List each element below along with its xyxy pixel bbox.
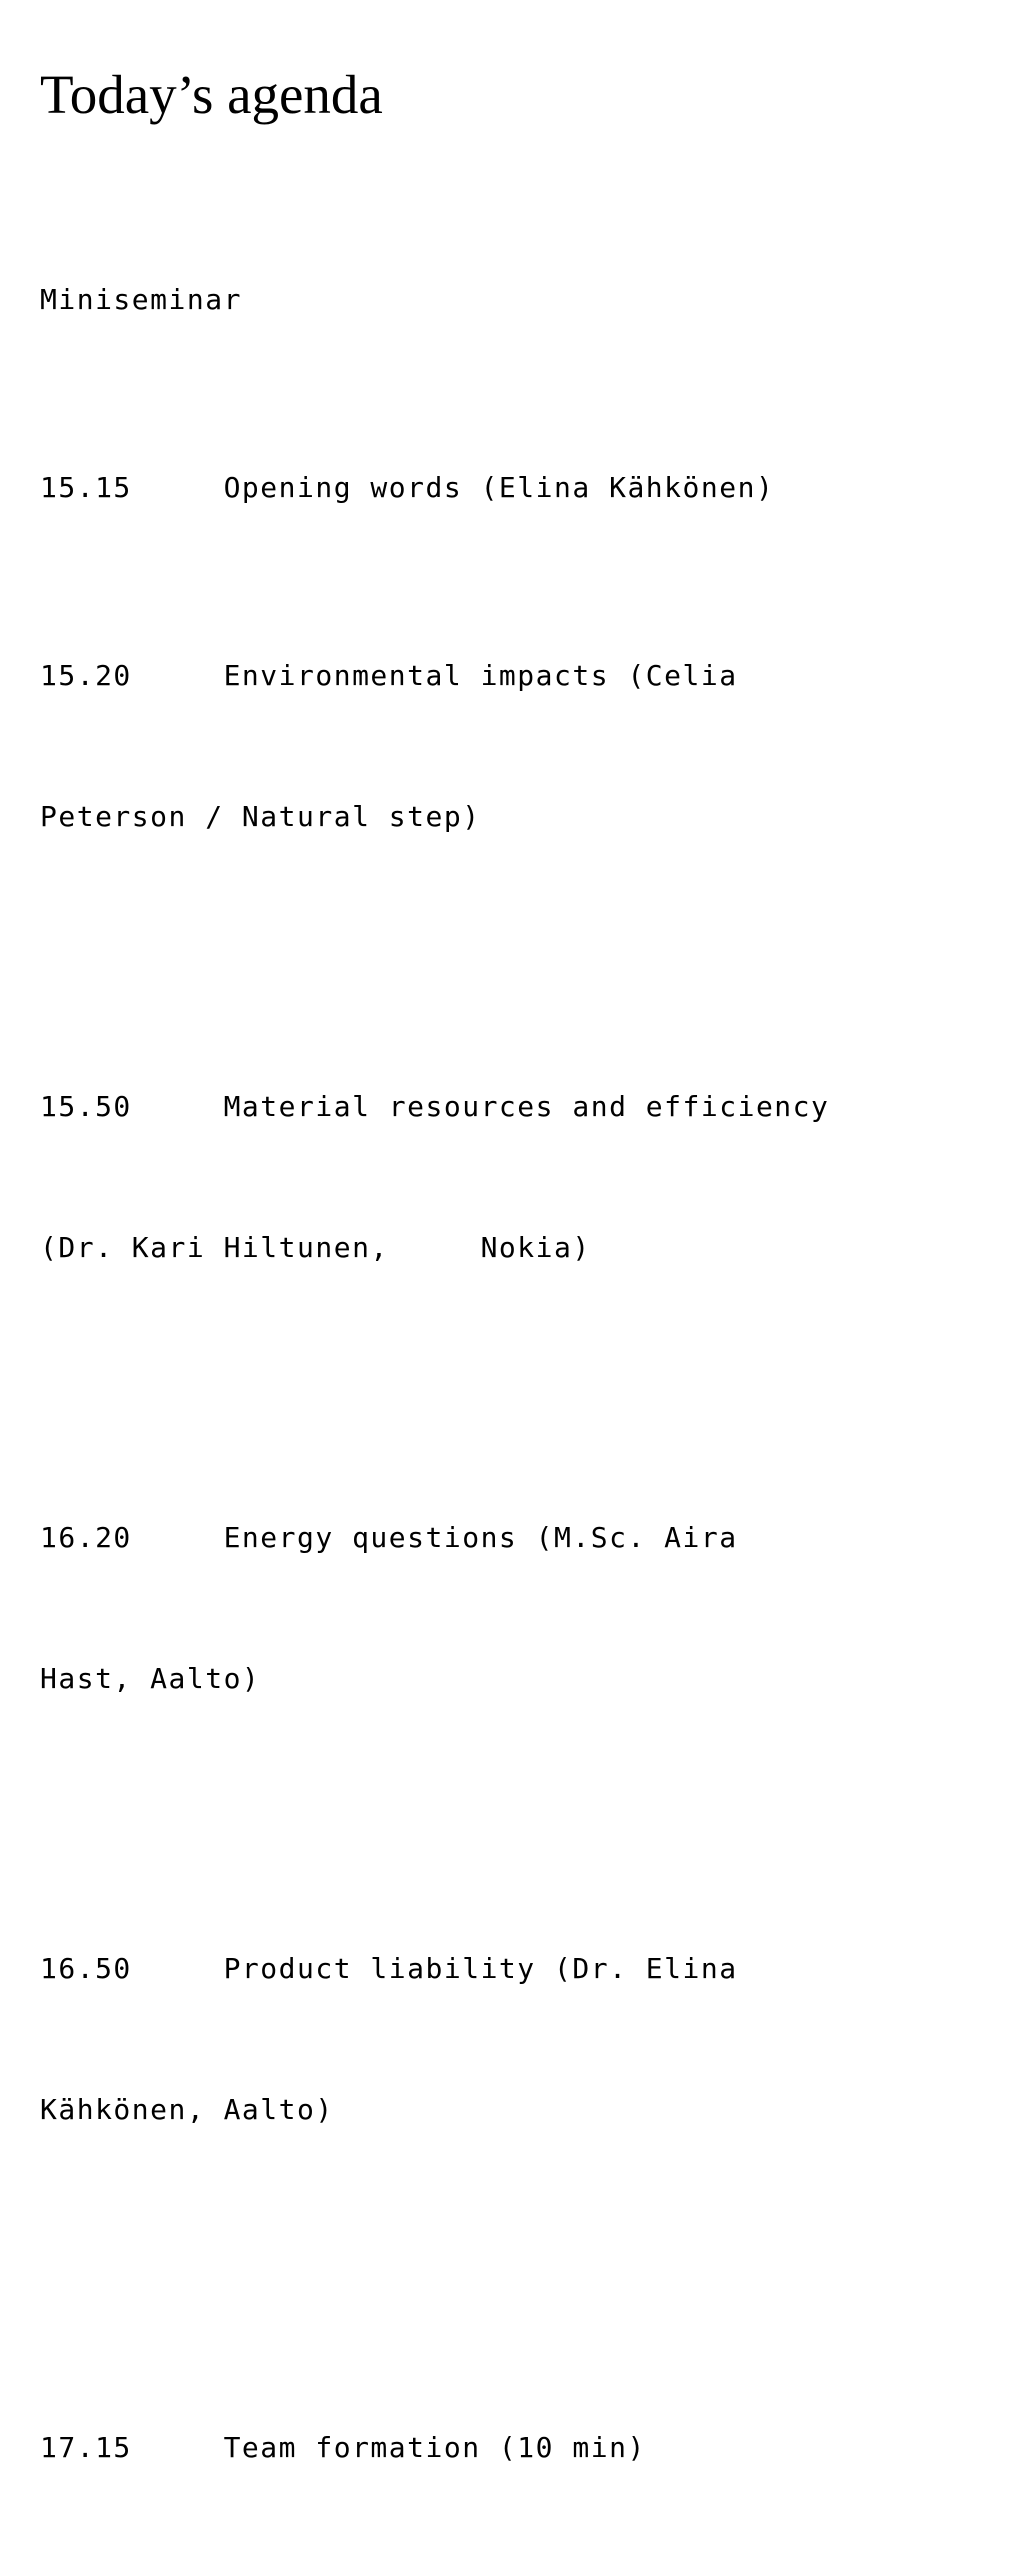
- spacer: [40, 1365, 980, 1373]
- agenda-item-energy: 16.20 Energy questions (M.Sc. Aira: [40, 1521, 738, 1554]
- agenda-item-team-formation: 17.15 Team formation (10 min): [40, 2431, 646, 2464]
- slide-title: Today’s agenda: [40, 64, 383, 125]
- agenda-item-environment: 15.20 Environmental impacts (Celia: [40, 659, 738, 692]
- agenda-item-opening: 15.15 Opening words (Elina Kähkönen): [40, 471, 775, 504]
- agenda-item-materials: 15.50 Material resources and efficiency: [40, 1090, 830, 1123]
- agenda-item-liability: 16.50 Product liability (Dr. Elina: [40, 1952, 738, 1985]
- agenda-item-materials-cont: (Dr. Kari Hiltunen, Nokia): [40, 1231, 591, 1264]
- agenda-body: [40, 182, 980, 2565]
- spacer: [40, 2227, 980, 2283]
- spacer: [40, 934, 980, 942]
- agenda-heading: Miniseminar: [40, 283, 242, 316]
- agenda-item-liability-cont: Kähkönen, Aalto): [40, 2093, 334, 2126]
- agenda-item-environment-cont: Peterson / Natural step): [40, 800, 481, 833]
- agenda-item-energy-cont: Hast, Aalto): [40, 1662, 261, 1695]
- spacer: [40, 1796, 980, 1804]
